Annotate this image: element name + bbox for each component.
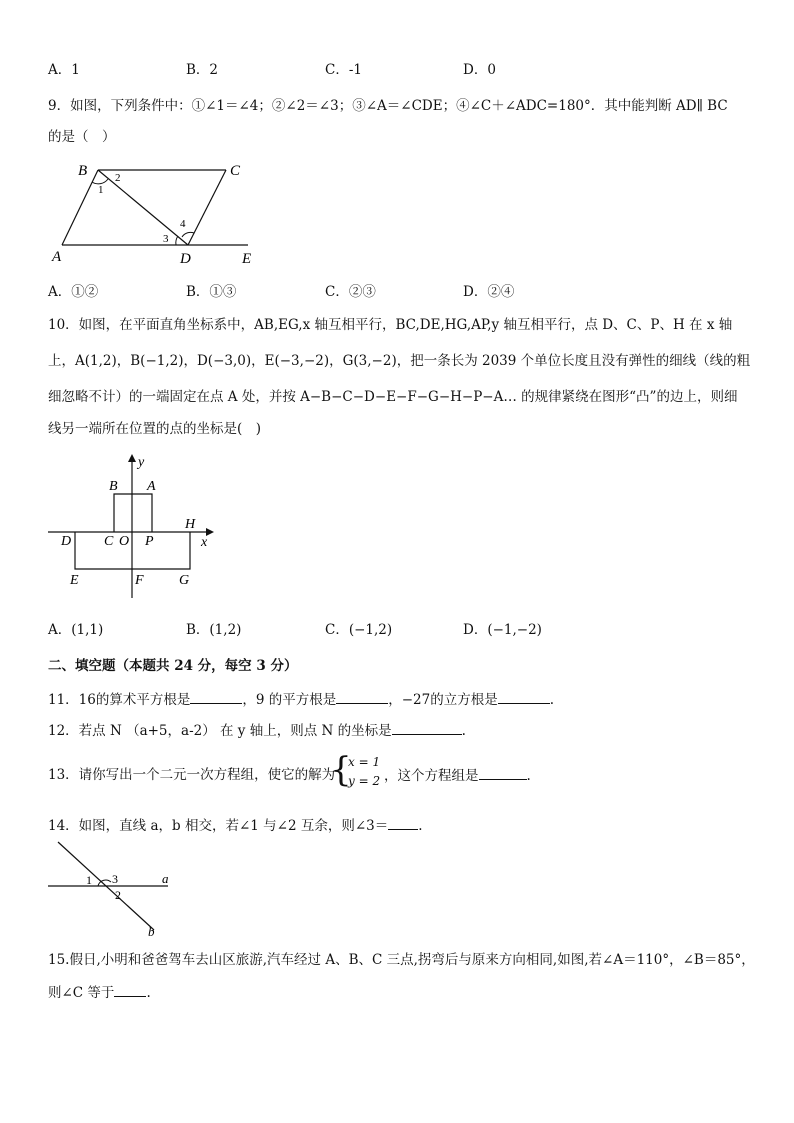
angle-2-label: 2 xyxy=(115,172,121,184)
q15-question-text: 15.假日,小明和爸爸驾车去山区旅游,汽车经过 A、B、C 三点,拐弯后与原来方向相同,如图,若∠A＝110°，∠B＝85°， xyxy=(48,952,755,968)
q12-text-2: . xyxy=(461,723,466,739)
q10-option-a[interactable]: A．(1,1) xyxy=(48,622,104,638)
label-e: E xyxy=(242,251,252,267)
q13-text-2: ，这个方程组是 xyxy=(384,768,479,784)
q10-question-text-4: 线另一端所在位置的点的坐标是( ) xyxy=(48,421,262,437)
q12-blank[interactable] xyxy=(392,720,462,735)
q14-end: . xyxy=(418,818,423,834)
q11-text-4: . xyxy=(549,692,555,708)
q13-text-3: . xyxy=(526,768,531,784)
q15-text-2a: 则∠C 等于 xyxy=(48,985,115,1001)
label-b: B xyxy=(78,163,88,179)
label-o: O xyxy=(119,534,130,549)
q10-option-b[interactable]: B．(1,2) xyxy=(186,622,242,638)
q10-question-text: 10．如图，在平面直角坐标系中，AB,EG,x 轴互相平行，BC,DE,HG,AP,y 轴互相平行，点 D、C、P、H 在 x 轴 xyxy=(48,317,733,333)
q11-text-3: ，−27的立方根是 xyxy=(388,692,498,708)
q9-option-b[interactable]: B．①③ xyxy=(186,284,237,300)
q10-question-text-2: 上，A(1,2)，B(−1,2)，D(−3,0)，E(−3,−2)，G(3,−2)，把一条长为 2039 个单位长度且没有弹性的细线（线的粗 xyxy=(48,353,751,369)
q9-option-d[interactable]: D．②④ xyxy=(463,284,515,300)
q8-option-b[interactable]: B．2 xyxy=(186,62,219,78)
label-a: a xyxy=(162,871,169,886)
q10-option-d[interactable]: D．(−1,−2) xyxy=(463,622,542,638)
q11-blank-1[interactable] xyxy=(190,689,242,704)
q14-text: 14．如图，直线 a，b 相交，若∠1 与∠2 互余，则∠3＝ xyxy=(48,818,389,834)
q11-blank-3[interactable] xyxy=(498,689,550,704)
q11-text-1: 11．16的算术平方根是 xyxy=(48,692,191,708)
q11-blank-2[interactable] xyxy=(336,689,388,704)
label-b: B xyxy=(109,479,118,494)
q9-question-text-cont: 的是（ ） xyxy=(48,129,116,145)
angle-1-label: 1 xyxy=(98,184,104,196)
q13-text-1: 13．请你写出一个二元一次方程组，使它的解为 xyxy=(48,767,336,783)
q10-coordinate-figure xyxy=(46,448,226,603)
q14-blank[interactable] xyxy=(388,815,418,830)
q11-question xyxy=(48,689,554,710)
q13-blank[interactable] xyxy=(479,765,527,780)
angle-4-label: 4 xyxy=(180,218,186,230)
q9-question-text: 9．如图，下列条件中：①∠1＝∠4；②∠2＝∠3；③∠A＝∠CDE；④∠C＋∠ADC=180°．其中能判断 AD∥ BC xyxy=(48,98,728,114)
q13-text-rest xyxy=(384,765,531,786)
angle-1-label: 1 xyxy=(86,873,92,887)
q14-intersecting-lines-figure xyxy=(44,838,184,938)
q8-option-c[interactable]: C．-1 xyxy=(325,62,362,78)
label-d: D xyxy=(180,251,191,267)
label-c: C xyxy=(104,534,114,549)
q12-question xyxy=(48,720,466,741)
q13-eq-2: y = 2 xyxy=(348,774,381,788)
q9-option-c[interactable]: C．②③ xyxy=(325,284,376,300)
label-a: A xyxy=(52,249,62,265)
q13-eq-1: x = 1 xyxy=(348,755,381,769)
label-x: x xyxy=(201,535,208,550)
q12-text-1: 12．若点 N （a+5，a-2） 在 y 轴上，则点 N 的坐标是 xyxy=(48,723,392,739)
label-h: H xyxy=(185,517,196,532)
q9-parallelogram-figure xyxy=(48,155,268,270)
label-c: C xyxy=(230,163,241,179)
label-g: G xyxy=(179,573,190,588)
q14-question xyxy=(48,815,423,836)
label-y: y xyxy=(138,455,145,470)
q11-text-2: ，9 的平方根是 xyxy=(242,692,337,708)
angle-2-label: 2 xyxy=(115,888,121,902)
label-b: b xyxy=(148,924,155,938)
q15-question-text-2 xyxy=(48,982,151,1003)
label-p: P xyxy=(145,534,154,549)
label-d: D xyxy=(61,534,72,549)
q10-question-text-3: 细忽略不计）的一端固定在点 A 处，并按 A−B−C−D−E−F−G−H−P−A… 的规律紧绕在图形“凸”的边上，则细 xyxy=(48,389,738,405)
q8-option-a[interactable]: A．1 xyxy=(48,62,80,78)
angle-3-label: 3 xyxy=(163,233,169,245)
label-e: E xyxy=(70,573,79,588)
q8-option-d[interactable]: D．0 xyxy=(463,62,496,78)
q15-blank[interactable] xyxy=(114,982,146,997)
section-heading: 二、填空题（本题共 24 分，每空 3 分） xyxy=(48,658,298,674)
q10-option-c[interactable]: C．(−1,2) xyxy=(325,622,393,638)
q15-text-2b: . xyxy=(146,985,151,1001)
q13-brace: { xyxy=(330,750,352,790)
label-f: F xyxy=(135,573,144,588)
q9-option-a[interactable]: A．①② xyxy=(48,284,99,300)
angle-3-label: 3 xyxy=(112,872,118,886)
label-a: A xyxy=(147,479,156,494)
